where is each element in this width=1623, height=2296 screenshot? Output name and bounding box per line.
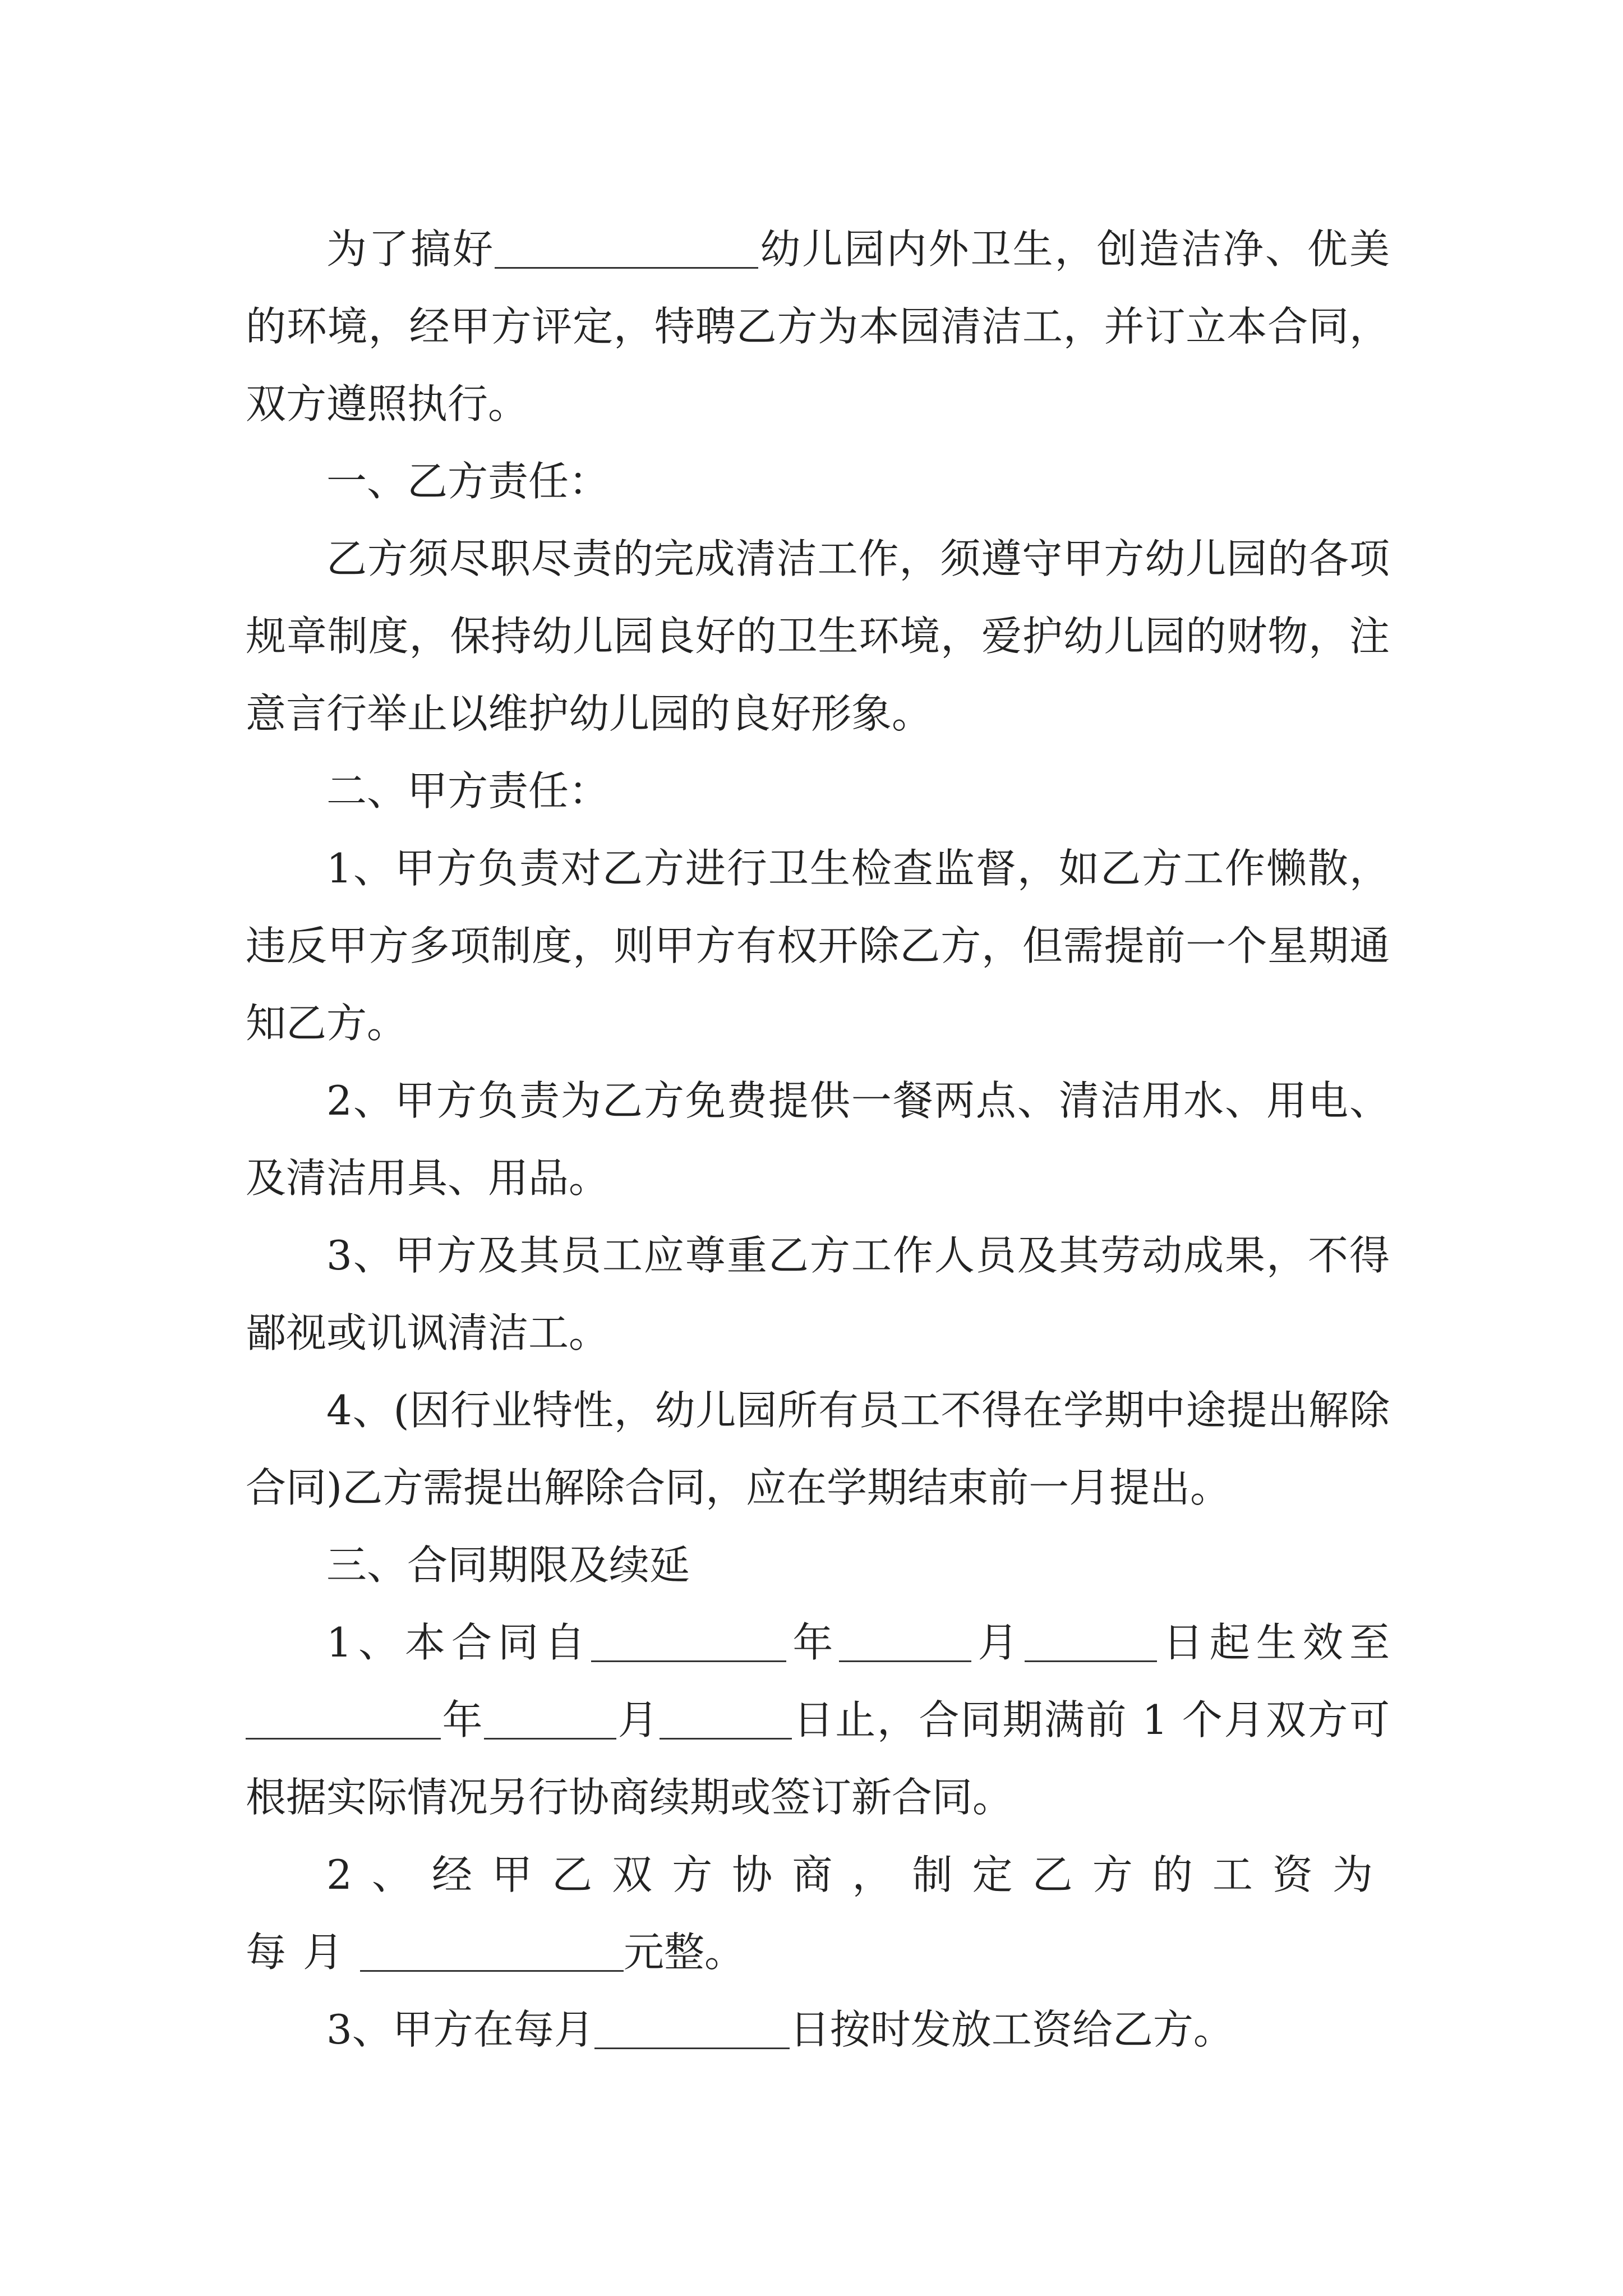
end-day-blank[interactable] (660, 1697, 792, 1740)
end-year-label: 年 (441, 1696, 485, 1743)
party-b-duties-paragraph: 乙方须尽职尽责的完成清洁工作，须遵守甲方幼儿园的各项规章制度，保持幼儿园良好的卫生环境，爱护幼儿园的财物，注意言行举止以维护幼儿园的良好形象。 (246, 535, 1390, 737)
party-a-clause-2: 2、甲方负责为乙方免费提供一餐两点、清洁用水、用电、及清洁用具、用品。 (246, 1077, 1390, 1202)
wage-clause-start: 2、经甲乙双方协商，制定乙方的工资为每月 (246, 1851, 1390, 1976)
start-month-blank[interactable] (839, 1620, 971, 1662)
section-heading-party-a: 二、甲方责任： (326, 767, 610, 815)
wage-clause-end: 元整。 (624, 1929, 745, 1976)
term-clause-3 (246, 1991, 1390, 2068)
start-year-label: 年 (786, 1619, 840, 1666)
contract-body (246, 210, 1390, 2068)
intro-text-start: 为了搞好 (326, 226, 495, 273)
intro-text-end: 幼儿园内外卫生，创造洁净、优美的环境，经甲方评定，特聘乙方为本园清洁工，并订立本合同，双方遵照执行。 (246, 226, 1390, 427)
end-month-blank[interactable] (484, 1697, 616, 1740)
start-month-label: 月 (971, 1619, 1025, 1666)
term-clause-1-end: 日止，合同期满前 1 个月双方可根据实际情况另行协商续期或签订新合同。 (246, 1696, 1390, 1821)
start-year-blank[interactable] (591, 1620, 786, 1662)
term-clause-2 (246, 1836, 1390, 1991)
monthly-wage-blank[interactable] (360, 1930, 624, 1972)
section-heading-party-b: 一、乙方责任： (326, 458, 610, 505)
end-year-blank[interactable] (246, 1697, 441, 1740)
payday-clause-start: 3、甲方在每月 (326, 2006, 594, 2053)
start-day-label: 日起生效至 (1156, 1619, 1390, 1666)
start-day-blank[interactable] (1025, 1620, 1157, 1662)
kindergarten-name-blank[interactable] (495, 227, 758, 269)
payday-blank[interactable] (594, 2007, 790, 2049)
term-clause-1 (246, 1604, 1390, 1836)
party-a-clause-1: 1、甲方负责对乙方进行卫生检查监督，如乙方工作懒散，违反甲方多项制度，则甲方有权开除乙方，但需提前一个星期通知乙方。 (246, 845, 1390, 1047)
party-a-clause-4: 4、(因行业特性，幼儿园所有员工不得在学期中途提出解除合同)乙方需提出解除合同，应在学期结束前一月提出。 (246, 1387, 1390, 1511)
payday-clause-end: 日按时发放工资给乙方。 (789, 2006, 1234, 2053)
section-heading-term: 三、合同期限及续延 (326, 1542, 690, 1589)
intro-paragraph (246, 210, 1390, 443)
party-a-clause-3: 3、甲方及其员工应尊重乙方工作人员及其劳动成果，不得鄙视或讥讽清洁工。 (246, 1232, 1390, 1356)
end-month-label: 月 (616, 1696, 660, 1743)
term-clause-1-start: 1、本合同自 (326, 1619, 592, 1666)
